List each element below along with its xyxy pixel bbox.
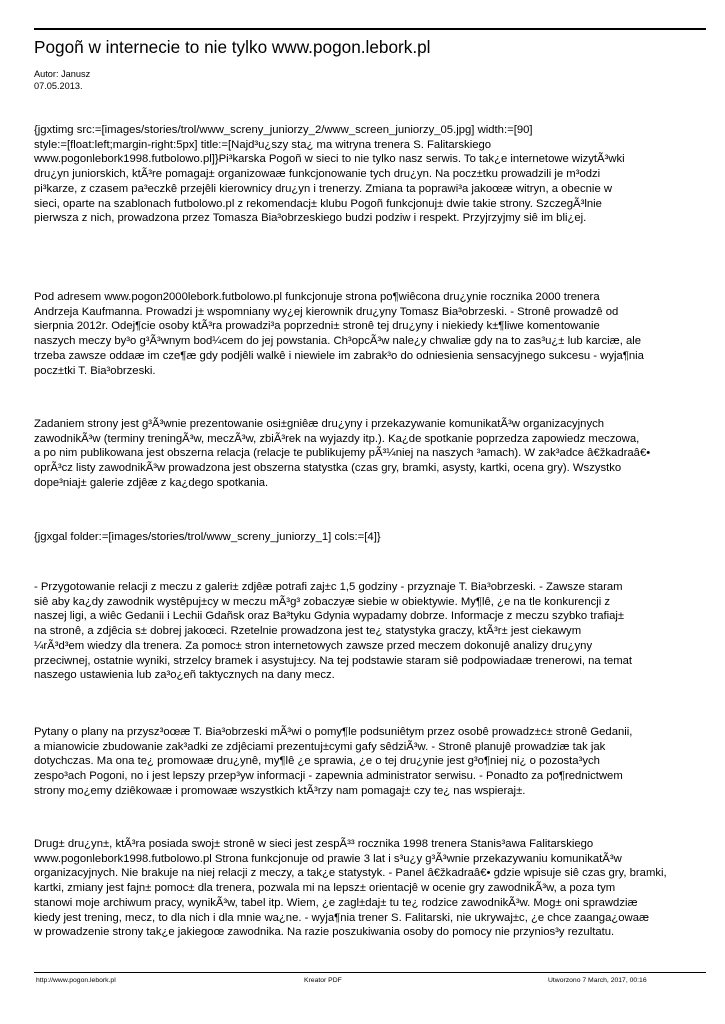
text-line: sierpnia 2012r. Odej¶cie osoby ktÃ³ra prowadzi³a poprzedni± stronê tej dru¿yny i niekiedy k±¶liwe komentowanie [34,320,600,333]
text-line: Pod adresem www.pogon2000lebork.futbolowo.pl funkcjonuje strona po¶wiêcona dru¿ynie rocznika 2000 trenera [34,291,600,303]
text-line: dru¿yn juniorskich, ktÃ³re pomagaj± organizowaæ funkcjonowanie tych dru¿yn. Na pocz±tku prowadzili je m³odzi [34,168,601,181]
page-title: Pogoñ w internecie to nie tylko www.pogon.lebork.pl [34,37,431,57]
text-line: naszego ustawienia lub za³o¿eñ taktycznych na dany mecz. [34,669,335,682]
text-line: ¼rÃ³d³em wiedzy dla trenera. Za pomoc± stron internetowych zawsze przed meczem dokonujê analizy dru¿yny [34,639,593,652]
text-line: dope³niaj± galerie zdjêæ z ka¿dego spotkania. [34,476,269,489]
text-line: www.pogonlebork1998.futbolowo.pl]}Pi³karska Pogoñ w sieci to nie tylko nasz serwis. To tak¿e internetowe wizytÃ³wki [34,153,625,166]
text-line: naszych meczy by³o g³Ã³wnym bod¼cem do jej powstania. Ch³opcÃ³w nale¿y chwaliæ gdy na to zas³u¿± lub karciæ, ale [34,335,642,348]
text-line: na stronê, a zdjêcia s± dobrej jakoœci. Rzetelnie prowadzona jest te¿ statystyka graczy, ktÃ³r± jest ciekawym [34,625,582,638]
footer-url: http://www.pogon.lebork.pl [36,977,116,984]
text-line: w prowadzenie strony tak¿e jakiegoœ zawodnika. Na razie poszukiwania osoby do pomocy nie przynios³y rezultatu. [34,926,615,939]
paragraph-1998-team [34,837,714,940]
text-line: oprÃ³cz listy zawodnikÃ³w prowadzona jest obszerna statystka (czas gry, bramki, asysty, kartki, ocena gry). Wszystko [34,462,622,475]
text-line: naszej ligi, a wiêc Gedanii i Lechii Gdañsk oraz Ba³tyku Gdynia wypadamy dobrze. Informacje z meczu szybko trafiaj± [34,610,625,623]
text-line: kiedy jest trening, mecz, to dla nich i dla mnie wa¿ne. - wyja¶nia trener S. Falitarski, nie ukrywaj±c, ¿e chce zaanga¿owaæ [34,911,650,924]
text-line: przeciwnej, ostatnie wyniki, strzelcy bramek i asystuj±cy. Na tej podstawie staram siê podpowiadaæ trenerowi, na temat [34,654,633,667]
text-line: strony mo¿emy dziêkowaæ i promowaæ wszystkich ktÃ³rzy nam pomagaj± czy te¿ nas wspieraj±. [34,784,526,797]
text-line: sieci, oparte na szablonach futbolowo.pl z rekomendacj± klubu Pogoñ funkcjonuj± dwie takie strony. SzczegÃ³lnie [34,197,602,210]
text-line: pocz±tki T. Bia³obrzeski. [34,364,156,377]
text-line: Andrzeja Kaufmanna. Prowadzi j± wspomniany wy¿ej kierownik dru¿yny Tomasz Bia³obrzeski. - Stronê prowadzê od [34,305,619,318]
paragraph-2000-team [34,290,714,378]
text-line: pi³karze, z czasem pa³eczkê przejêli kierownicy dru¿yn i trenerzy. Zmiana ta poprawi³a jakoœæ witryn, a obecnie w [34,182,613,195]
text-line: trzeba zawsze oddaæ im cze¶æ gdy podjêli walkê i niewiele im zabrak³o do odniesienia sensacyjnego sukcesu - wyja¶nia [34,349,644,362]
text-line: a po nim publikowana jest obszerna relacja (relacje te publikujemy pÃ³¼niej na naszych ³amach). W zak³adce â€žkadraâ€• [34,447,651,460]
text-line: zespo³ach Pogoni, no i jest lepszy przep³yw informacji - zapewnia administrator serwisu. - Ponadto za po¶rednictwem [34,770,623,783]
footer-created: Utworzono 7 March, 2017, 00:16 [548,977,647,984]
text-line: kartki, zmiany jest fajn± pomoc± dla trenera, pozwala mi na lepsz± orientacjê w ocenie gry zawodnikÃ³w, a poza tym [34,882,616,895]
text-line: - Przygotowanie relacji z meczu z galeri± zdjêæ potrafi zaj±c 1,5 godziny - przyznaje T. Bia³obrzeski. - Zawsze staram [34,581,623,593]
paragraph-gallery-tag [34,530,714,545]
text-line: style:=[float:left;margin-right:5px] title:=[Najd³u¿szy sta¿ ma witryna trenera S. Falitarskiego [34,138,492,151]
text-line: stanowi moje archiwum pracy, wynikÃ³w, tabel itp. Wiem, ¿e zagl±daj± tu te¿ rodzice zawodnikÃ³w. Mog± oni sprawdziæ [34,896,638,909]
text-line: siê aby ka¿dy zawodnik wystêpuj±cy w meczu mÃ³g³ zobaczyæ siebie w obiektywie. My¶lê, ¿e na tle konkurencji z [34,595,611,608]
text-line: {jgxgal folder:=[images/stories/trol/www_screny_juniorzy_1] cols:=[4]} [34,531,381,543]
text-line: dotychczas. Ma ona te¿ promowaæ dru¿ynê, my¶lê ¿e sprawia, ¿e o tej dru¿ynie jest g³o¶niej ni¿ o pozosta³ych [34,755,600,768]
text-line: pierwsza z nich, prowadzona przez Tomasza Bia³obrzeskiego budzi podziw i respekt. Przyjrzyjmy siê im bli¿ej. [34,212,587,225]
text-line: {jgxtimg src:=[images/stories/trol/www_screny_juniorzy_2/www_screen_juniorzy_05.jpg] width:=[90] [34,124,533,136]
date-line: 07.05.2013. [34,81,83,91]
text-line: a mianowicie zbudowanie zak³adki ze zdjêciami prezentuj±cymi gafy sêdziÃ³w. - Stronê planujê prowadziæ tak jak [34,740,606,753]
paragraph-site-purpose [34,417,714,491]
author-line: Autor: Janusz [34,69,91,79]
header-rule [34,28,706,30]
footer-generator: Kreator PDF [304,977,342,984]
paragraph-future-plans [34,725,714,799]
text-line: Pytany o plany na przysz³oœæ T. Bia³obrzeski mÃ³wi o pomy¶le podsuniêtym przez osobê prowadz±c± stronê Gedanii, [34,726,633,738]
text-line: Drug± dru¿yn±, ktÃ³ra posiada swoj± stronê w sieci jest zespÃ³³ rocznika 1998 trenera Stanis³awa Falitarskiego [34,838,594,850]
paragraph-intro [34,123,714,226]
text-line: Zadaniem strony jest g³Ã³wnie prezentowanie osi±gniêæ dru¿yny i przekazywanie komunikatÃ³w organizacyjnych [34,418,605,430]
text-line: zawodnikÃ³w (terminy treningÃ³w, meczÃ³w, zbiÃ³rek na wyjazdy itp.). Ka¿de spotkanie poprzedza zapowiedz meczowa, [34,432,640,445]
footer-rule [34,972,706,973]
paragraph-match-reports [34,580,714,683]
text-line: www.pogonlebork1998.futbolowo.pl Strona funkcjonuje od prawie 3 lat i s³u¿y g³Ã³wnie przekazywaniu komunikatÃ³w [34,852,622,865]
text-line: organizacyjnych. Nie brakuje na niej relacji z meczy, a tak¿e statystyk. - Panel â€žkadraâ€• gdzie wpisuje siê czas gry, bramki, [34,867,667,880]
